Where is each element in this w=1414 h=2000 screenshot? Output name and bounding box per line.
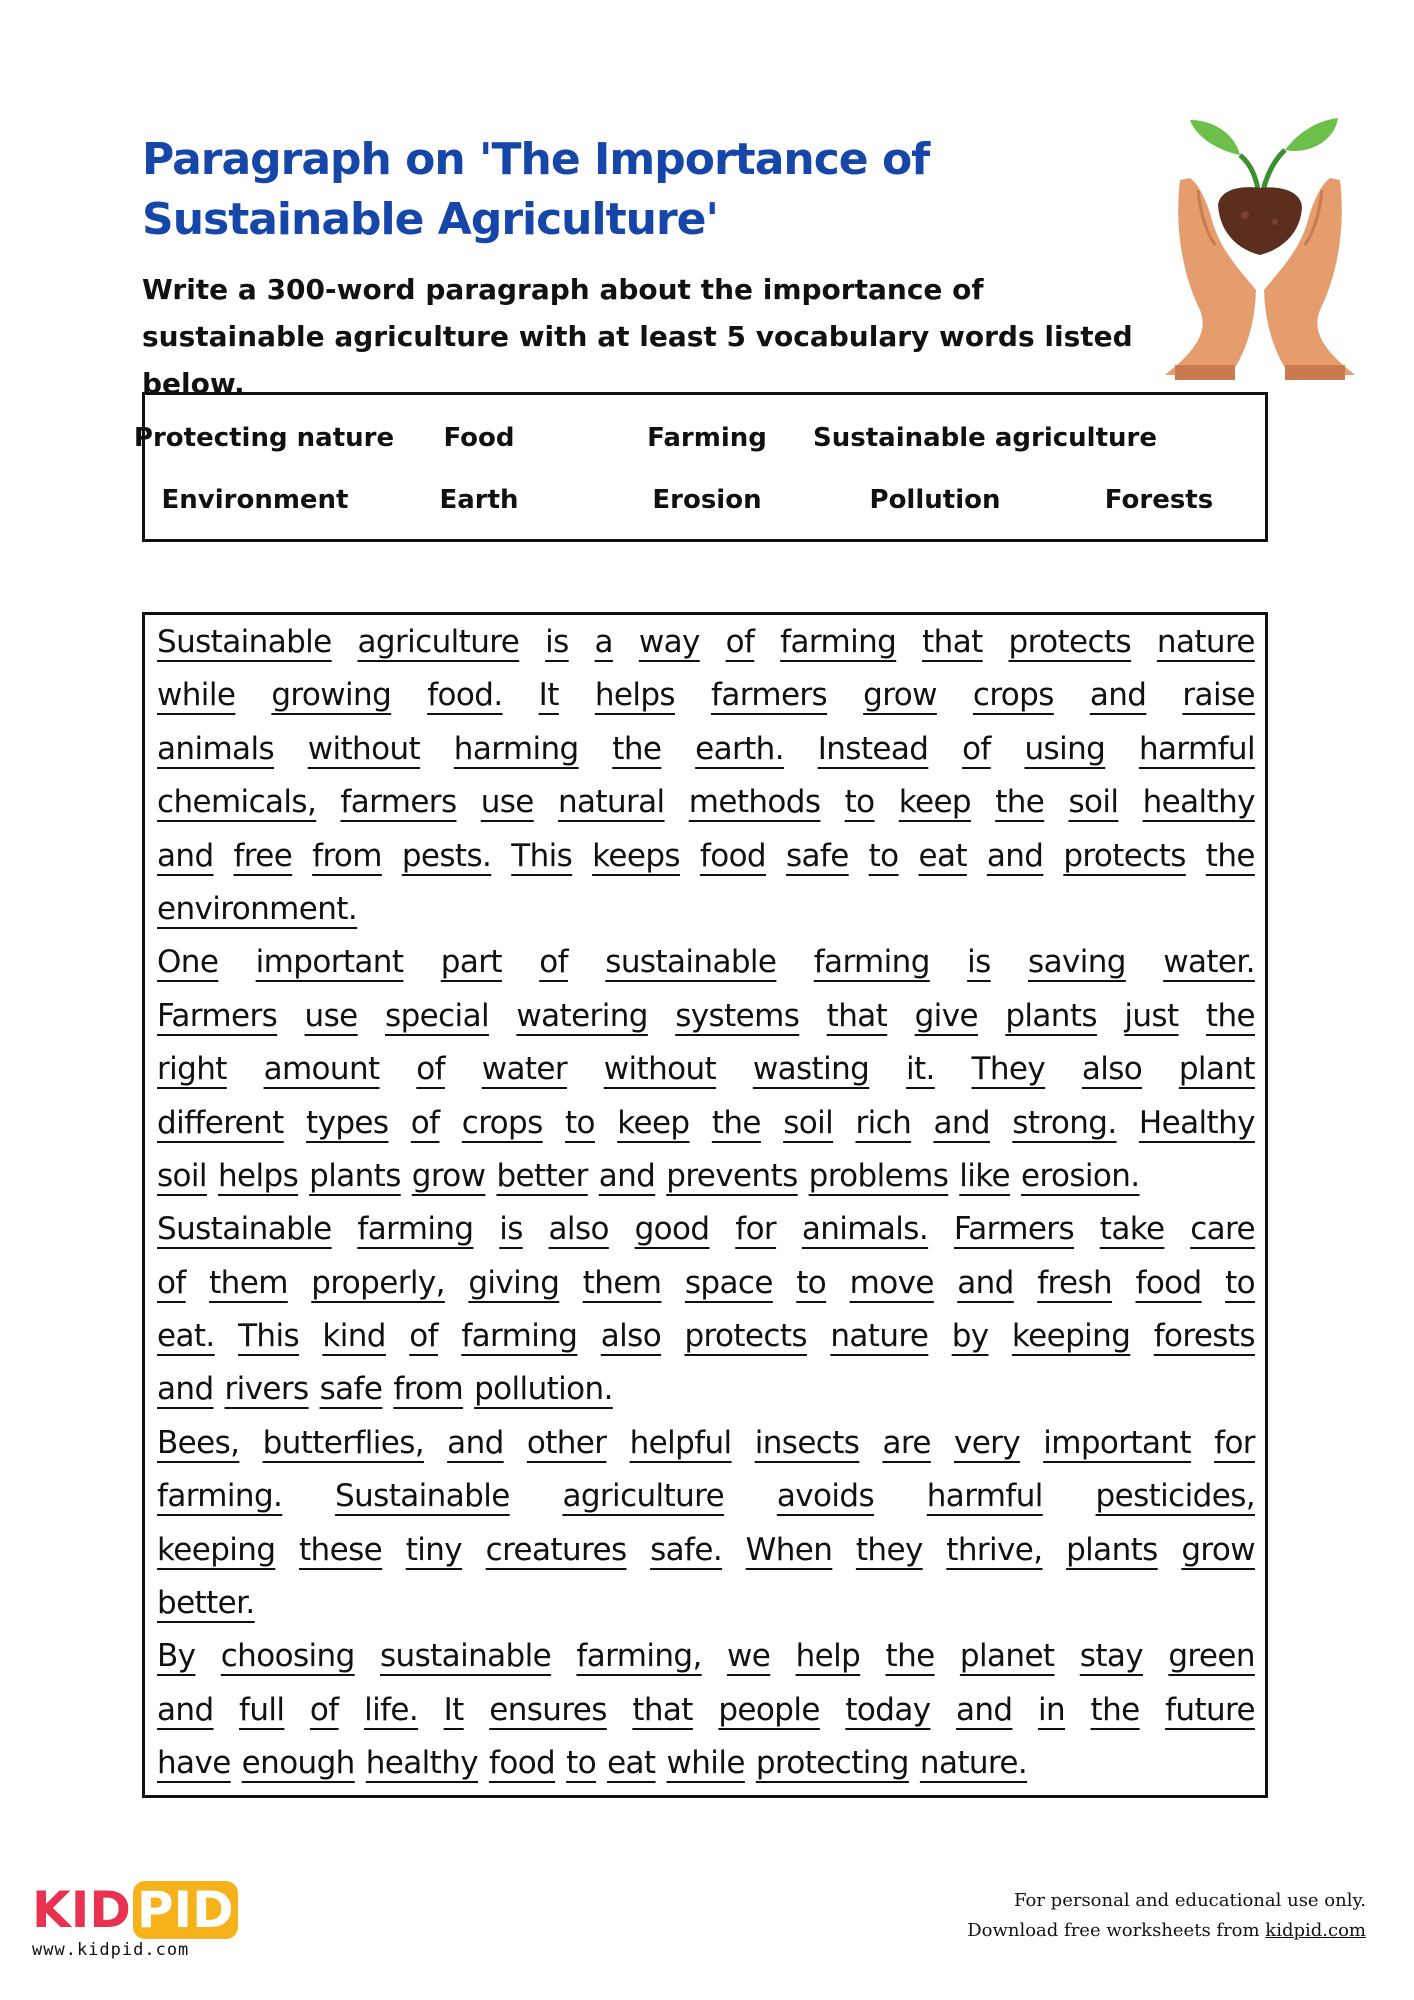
vocab-word: Farming bbox=[647, 423, 767, 453]
vocabulary-box bbox=[133, 392, 1268, 542]
kidpid-logo bbox=[32, 1882, 238, 1960]
page-title: Paragraph on 'The Importance of Sustainable Agriculture' bbox=[142, 134, 930, 245]
paragraph-line: while growing food. It helps farmers grow crops and raise bbox=[157, 677, 1255, 714]
logo-mark: KID PID bbox=[32, 1882, 238, 1938]
footer-note bbox=[967, 1886, 1366, 1946]
vocab-word: Protecting nature bbox=[133, 423, 395, 453]
paragraph-line: environment. bbox=[157, 890, 358, 927]
paragraph-line: better. bbox=[157, 1585, 255, 1622]
instructions: Write a 300-word paragraph about the importance of sustainable agriculture with at least 5 vocabulary words listed below. bbox=[142, 273, 1133, 400]
paragraph-line: By choosing sustainable farming, we help the planet stay green bbox=[157, 1638, 1255, 1675]
vocab-word: Food bbox=[443, 423, 515, 453]
paragraph-line: soil helps plants grow better and prevents problems like erosion. bbox=[157, 1157, 1140, 1194]
vocab-word: Erosion bbox=[652, 485, 762, 515]
paragraph-line: animals without harming the earth. Instead of using harmful bbox=[157, 730, 1255, 767]
paragraph-line: Bees, butterflies, and other helpful insects are very important for bbox=[157, 1424, 1255, 1461]
vocab-word: Earth bbox=[439, 485, 519, 515]
paragraph-line: One important part of sustainable farming is saving water. bbox=[157, 944, 1255, 981]
paragraph-line: different types of crops to keep the soil rich and strong. Healthy bbox=[157, 1104, 1255, 1141]
hands-holding-seedling-illustration bbox=[1160, 110, 1360, 380]
paragraph-line: Farmers use special watering systems that give plants just the bbox=[157, 997, 1255, 1034]
vocab-word: Sustainable agriculture bbox=[813, 423, 1157, 453]
logo-url: www.kidpid.com bbox=[32, 1940, 190, 1960]
paragraph-line: right amount of water without wasting it. They also plant bbox=[157, 1051, 1255, 1088]
vocab-word: Pollution bbox=[869, 485, 1001, 515]
paragraph-line: chemicals, farmers use natural methods to keep the soil healthy bbox=[157, 784, 1255, 821]
paragraph-line: and free from pests. This keeps food safe to eat and protects the bbox=[157, 837, 1255, 874]
footer-line-2: Download free worksheets from kidpid.com bbox=[967, 1920, 1366, 1941]
paragraph-line: and full of life. It ensures that people today and in the future bbox=[157, 1691, 1255, 1728]
paragraph-line: Sustainable agriculture is a way of farming that protects nature bbox=[157, 624, 1255, 660]
vocab-word: Forests bbox=[1104, 485, 1214, 515]
paragraph-line: farming. Sustainable agriculture avoids harmful pesticides, bbox=[157, 1478, 1255, 1515]
paragraph-line: and rivers safe from pollution. bbox=[157, 1371, 613, 1408]
footer-line-1: For personal and educational use only. bbox=[1014, 1890, 1366, 1911]
vocab-word: Environment bbox=[161, 485, 349, 515]
paragraph-line: of them properly, giving them space to move and fresh food to bbox=[157, 1264, 1255, 1301]
paragraph-box bbox=[142, 612, 1268, 1798]
paragraph-line: keeping these tiny creatures safe. When they thrive, plants grow bbox=[157, 1531, 1255, 1568]
paragraph-line: eat. This kind of farming also protects nature by keeping forests bbox=[157, 1318, 1255, 1355]
paragraph-line: Sustainable farming is also good for animals. Farmers take care bbox=[157, 1211, 1255, 1248]
footer-link[interactable]: kidpid.com bbox=[1265, 1920, 1366, 1941]
paragraph-line: have enough healthy food to eat while protecting nature. bbox=[157, 1745, 1028, 1782]
